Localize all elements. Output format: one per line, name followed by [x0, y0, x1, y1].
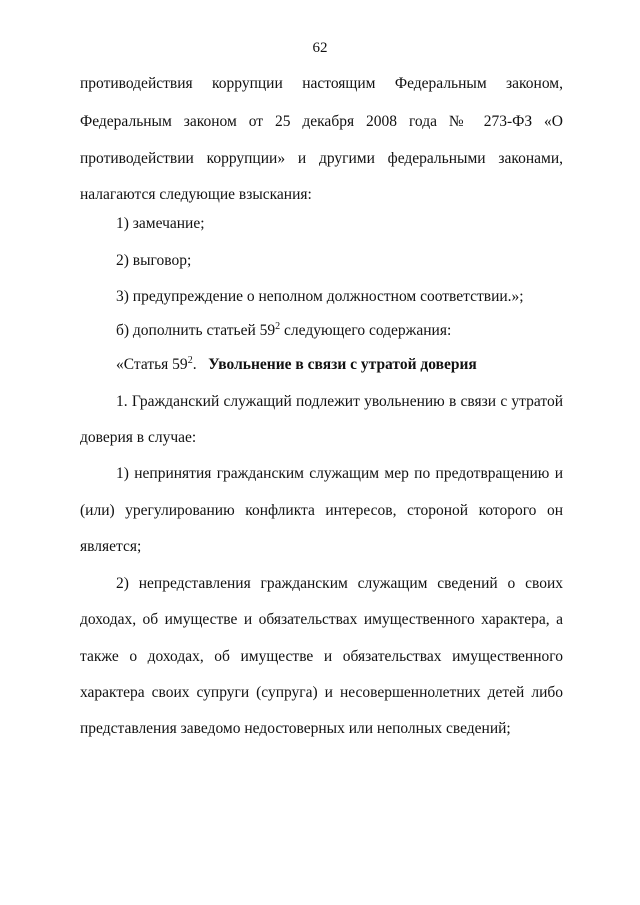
text-line-19: представления заведомо недостоверных или неполных сведений; — [80, 720, 511, 737]
text-line-16: доходах, об имуществе и обязательствах имущественного характера, а — [80, 611, 563, 628]
article-superscript: 2 — [187, 354, 193, 366]
article-label: «Статья 59 — [116, 356, 188, 373]
article-dot: . — [192, 356, 197, 373]
list-item-1: 1) замечание; — [116, 215, 205, 232]
text-line-13: (или) урегулированию конфликта интересов, стороной которого он — [80, 502, 563, 519]
text-line-12: 1) непринятия гражданским служащим мер по предотвращению и — [116, 465, 563, 482]
amendment-text: б) дополнить статьей 59 — [116, 322, 276, 339]
text-line-11: доверия в случае: — [80, 429, 197, 446]
amendment-text-end: следующего содержания: — [280, 322, 452, 339]
text-line-18: характера своих супруги (супруга) и несовершеннолетних детей либо — [80, 684, 563, 701]
article-heading — [116, 355, 563, 375]
text-line-10: 1. Гражданский служащий подлежит увольнению в связи с утратой — [116, 393, 563, 410]
article-title: Увольнение в связи с утратой доверия — [208, 356, 477, 373]
text-line-15: 2) непредставления гражданским служащим сведений о своих — [116, 575, 563, 592]
text-line-4: налагаются следующие взыскания: — [80, 186, 312, 203]
page-number: 62 — [312, 40, 328, 56]
text-line-1: противодействия коррупции настоящим Федеральным законом, — [80, 75, 563, 92]
text-line-14: является; — [80, 538, 142, 555]
amendment-superscript: 2 — [275, 320, 281, 332]
list-item-3: 3) предупреждение о неполном должностном соответствии.»; — [116, 288, 524, 305]
text-line-3: противодействии коррупции» и другими федеральными законами, — [80, 150, 563, 167]
text-line-2: Федеральным законом от 25 декабря 2008 года № 273-ФЗ «О — [80, 113, 563, 130]
amendment-line — [116, 321, 563, 341]
text-line-17: также о доходах, об имуществе и обязательствах имущественного — [80, 648, 563, 665]
list-item-2: 2) выговор; — [116, 252, 192, 269]
